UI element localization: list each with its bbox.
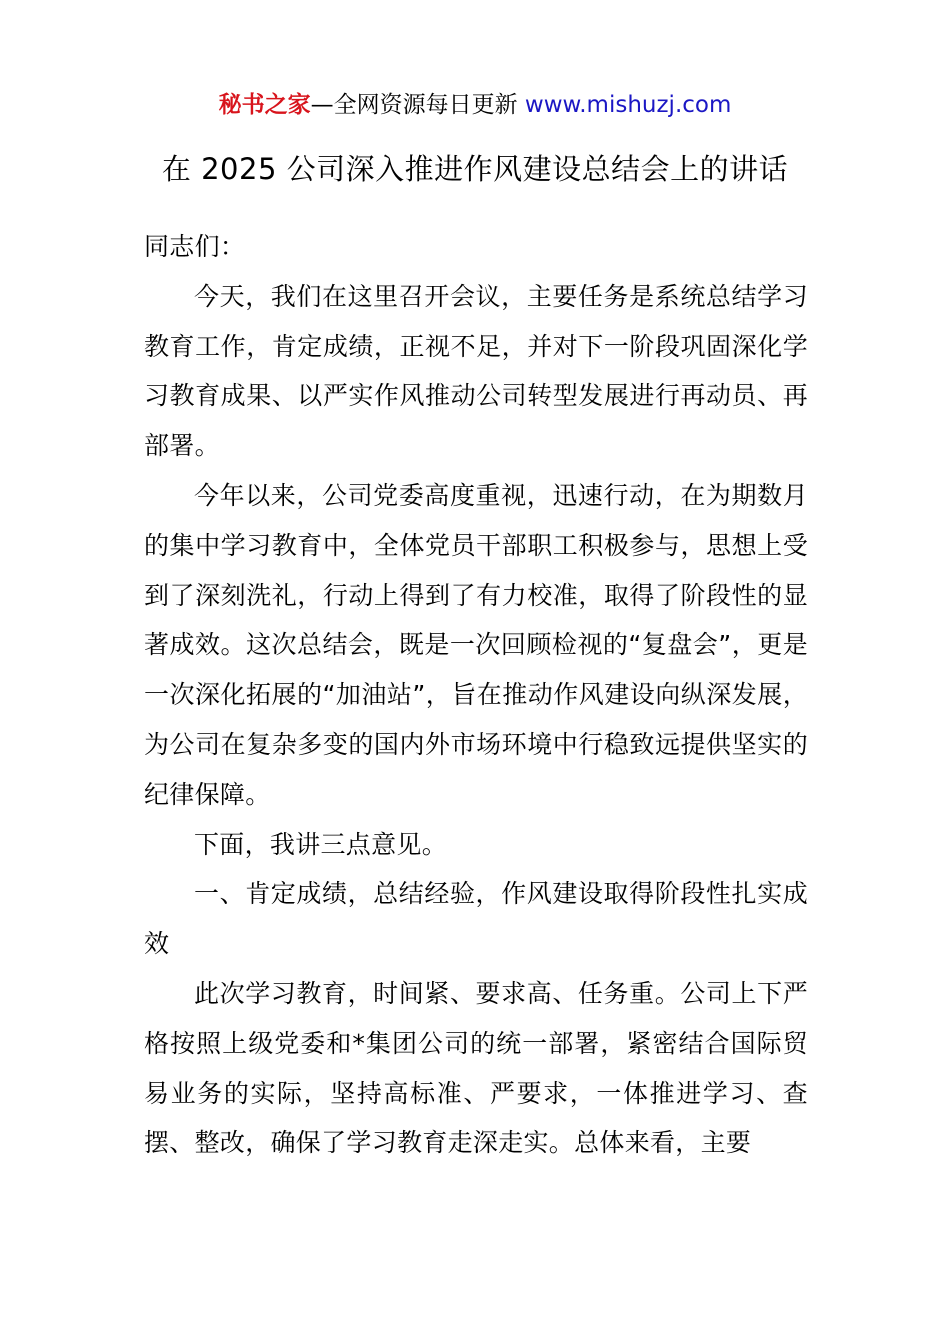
site-brand: 秘书之家: [218, 92, 311, 118]
section-heading-1: 一、肯定成绩，总结经验，作风建设取得阶段性扎实成效: [144, 879, 808, 959]
paragraph-4: 此次学习教育，时间紧、要求高、任务重。公司上下严格按照上级党委和*集团公司的统一部署，紧密结合国际贸易业务的实际，坚持高标准、严要求，一体推进学习、查摆、整改，确保了学习教育走深走实。总体来看，主要: [144, 978, 808, 1158]
paragraph-2: 今年以来，公司党委高度重视，迅速行动，在为期数月的集中学习教育中，全体党员干部职工积极参与，思想上受到了深刻洗礼，行动上得到了有力校准，取得了阶段性的显著成效。这次总结会，既是一次回顾检视的“复盘会”，更是一次深化拓展的“加油站”，旨在推动作风建设向纵深发展，为公司在复杂多变的国内外市场环境中行稳致远提供坚实的纪律保障。: [144, 480, 808, 809]
site-slogan: —全网资源每日更新: [310, 92, 525, 118]
salutation: 同志们：: [144, 232, 246, 261]
document-body: [144, 222, 808, 1168]
site-url-link[interactable]: www.mishuzj.com: [524, 92, 732, 118]
site-header: [0, 88, 950, 122]
paragraph-1: 今天，我们在这里召开会议，主要任务是系统总结学习教育工作，肯定成绩，正视不足，并对下一阶段巩固深化学习教育成果、以严实作风推动公司转型发展进行再动员、再部署。: [144, 281, 808, 461]
document-title: 在 2025 公司深入推进作风建设总结会上的讲话: [161, 152, 789, 186]
paragraph-3: 下面，我讲三点意见。: [194, 829, 448, 859]
